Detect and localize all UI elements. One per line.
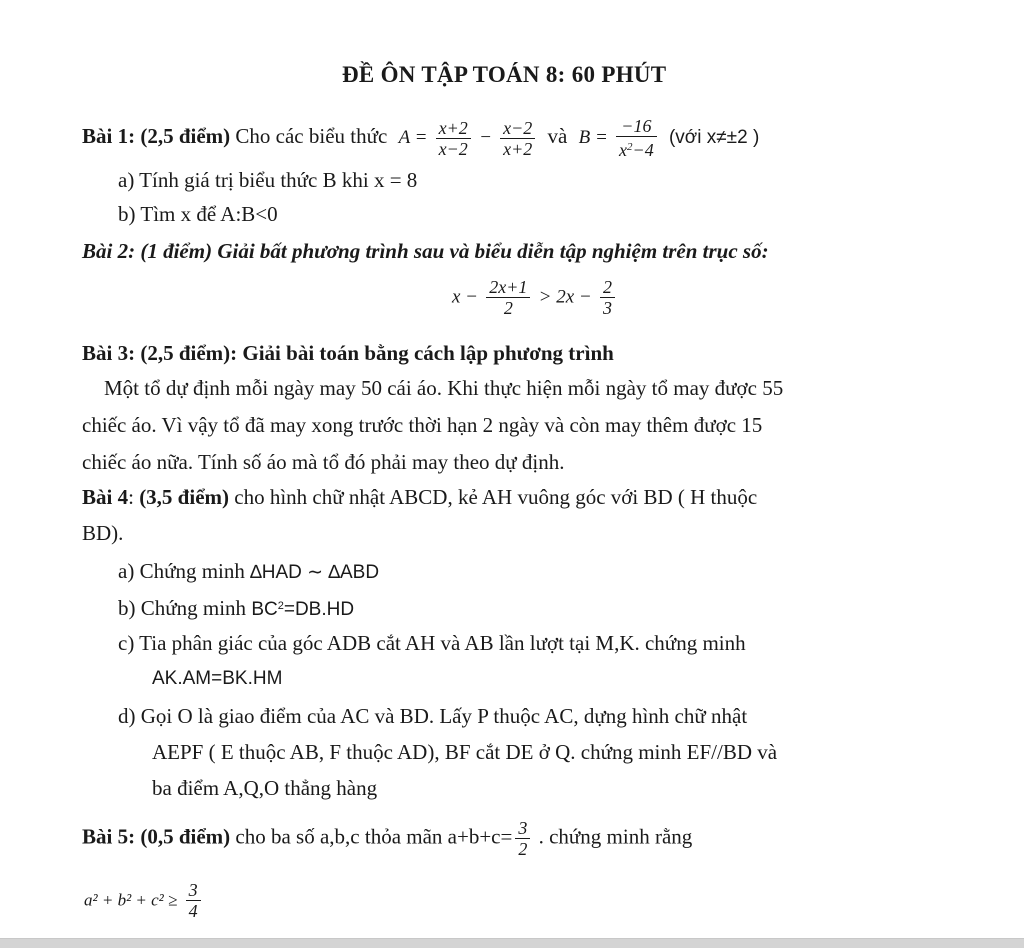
page-title: ĐỀ ÔN TẬP TOÁN 8: 60 PHÚT [342, 62, 667, 87]
bai3-line-1: Một tổ dự định mỗi ngày may 50 cái áo. Khi thực hiện mỗi ngày tổ may được 55 [104, 376, 784, 400]
bai2-heading: Bài 2: (1 điểm) [82, 239, 213, 263]
bai2-statement [82, 238, 769, 264]
bai1-heading: Bài 1: (2,5 điểm) [82, 123, 231, 148]
bai2-inequality [452, 277, 618, 318]
condition: (với x≠±2 ) [668, 126, 760, 148]
bai1-statement [82, 116, 759, 160]
and-word: và [547, 123, 568, 148]
expr-A-label: A = [398, 126, 428, 148]
bai2-text: Giải bất phương trình sau và biểu diễn tập nghiệm trên trục số: [217, 239, 769, 263]
bai4-statement: Bài 4: (3,5 điểm) cho hình chữ nhật ABCD, kẻ AH vuông góc với BD ( H thuộc [82, 485, 758, 509]
bai3-line-3: chiếc áo nữa. Tính số áo mà tổ đó phải may theo dự định. [82, 450, 565, 474]
bai4-heading: Bài 4 [82, 485, 129, 509]
bc-squared-expr: $BC^2=DB.HD$ [251, 599, 355, 620]
inequality-fraction: $\frac{3}{4}$ [186, 880, 201, 921]
bai4-part-d-1: d) Gọi O là giao điểm của AC và BD. Lấy P thuộc AC, dựng hình chữ nhật [118, 704, 748, 728]
bai4-part-c-1: c) Tia phân giác của góc ADB cắt AH và AB lần lượt tại M,K. chứng minh [118, 631, 746, 655]
bai4-part-b: b) Chứng minh $BC^2=DB.HD$ [118, 596, 355, 620]
inequality-lhs: a² + b² + c² ≥ [84, 890, 178, 910]
bai1-part-b: b) Tìm x để A:B<0 [118, 202, 278, 226]
ineq-rhs: > 2x − [538, 286, 592, 308]
fraction-2: $\frac{x-2}{x+2}$ [500, 118, 535, 159]
bai3-line-2: chiếc áo. Vì vậy tổ đã may xong trước thời hạn 2 ngày và còn may thêm được 15 [82, 413, 763, 437]
ineq-x: x − [452, 286, 479, 308]
bai4-text: cho hình chữ nhật ABCD, kẻ AH vuông góc với BD ( H thuộc [229, 485, 758, 509]
bai5-statement [82, 818, 692, 859]
similar-triangles-expr: ∆HAD ∼ ∆ABD [250, 562, 380, 583]
bai4-part-c-2: AK.AM=BK.HM [152, 668, 283, 689]
bai4-part-a: a) Chứng minh ∆HAD ∼ ∆ABD [118, 559, 380, 583]
expr-B-label: B = [578, 126, 608, 148]
ineq-fraction-1: $\frac{2x+1}{2}$ [486, 277, 530, 318]
bai5-text-2: . chứng minh rằng [538, 824, 693, 849]
bai4-part-d-2: AEPF ( E thuộc AB, F thuộc AD), BF cắt DE ở Q. chứng minh EF//BD và [152, 740, 778, 764]
bai4-points: (3,5 điểm) [139, 485, 230, 509]
bai3-heading: Bài 3: (2,5 điểm): Giải bài toán bằng cách lập phương trình [82, 341, 614, 365]
bai4-text-2: BD). [82, 521, 124, 545]
bai5-heading: Bài 5: (0,5 điểm) [82, 824, 231, 849]
bai4-part-d-3: ba điểm A,Q,O thẳng hàng [152, 776, 378, 800]
fraction-1: $\frac{x+2}{x-2}$ [436, 118, 471, 159]
bai1-text: Cho các biểu thức [235, 123, 388, 148]
bai5-fraction: $\frac{3}{2}$ [515, 818, 530, 859]
minus-sign: − [479, 126, 492, 148]
bai5-text: cho ba số a,b,c thỏa mãn a+b+c= [235, 824, 513, 849]
fraction-3: $\frac{-16}{x^2-4}$ [616, 116, 657, 160]
ineq-fraction-2: $\frac{2}{3}$ [600, 277, 615, 318]
bai5-inequality [84, 880, 204, 921]
bai1-part-a: a) Tính giá trị biểu thức B khi x = 8 [118, 168, 418, 192]
